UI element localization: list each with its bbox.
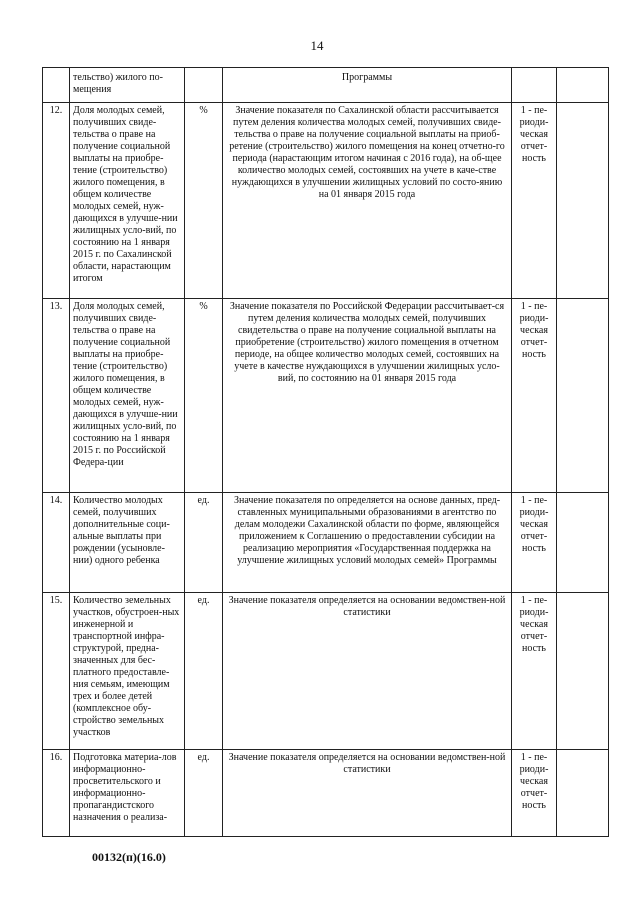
periodicity: [512, 299, 557, 493]
unit: %: [185, 299, 223, 493]
row-number: 16.: [43, 750, 70, 837]
cell-empty: [557, 68, 609, 103]
cell-num: [43, 68, 70, 103]
periodicity-line: ческая: [520, 129, 548, 140]
calculation-method: Значение показателя по определяется на основе данных, пред-ставленных муниципальными образованиями в агентство по делам молодежи Сахалинской области по форме, являющейся приложением к Соглашению о предоставлении субсидии на реализацию мероприятия «Государственная поддержка на улучшение жилищных условий молодых семей» Программы: [223, 493, 512, 593]
indicator-name: Доля молодых семей, получивших свиде-тельства о праве на получение социальной выплаты на приобре-тение (строительство) жилого помещения, в общем количестве молодых семей, нуж-дающихся в улучше-нии жилищных усло-вий, по состоянию на 1 января 2015 г. по Российской Федера-ции: [70, 299, 185, 493]
calculation-method: Значение показателя определяется на основании ведомствен-ной статистики: [223, 593, 512, 750]
periodicity-line: отчет-: [520, 141, 548, 152]
row-number: 12.: [43, 103, 70, 299]
periodicity-line: отчет-: [520, 788, 548, 799]
periodicity-line: 1 - пе-: [520, 301, 548, 312]
calculation-method: Значение показателя по Сахалинской области рассчитывается путем деления количества молодых семей, получивших свиде-тельства о праве на получение социальной выплаты на приоб-ретение (строительство) жилого помещения на конец отчетно-го периода (нарастающим итогом начиная с 2016 года), на об-щее количество молодых семей, состоявших на учете в каче-стве нуждающихся в улучшении жилищных условий по состо-янию на 01 января 2015 года: [223, 103, 512, 299]
periodicity-line: ческая: [520, 519, 548, 530]
cell-empty: [557, 493, 609, 593]
periodicity-line: ческая: [520, 325, 548, 336]
periodicity-line: риоди-: [519, 507, 549, 518]
table-row-continuation: [43, 68, 609, 103]
row-number: 15.: [43, 593, 70, 750]
unit: ед.: [185, 750, 223, 837]
periodicity-line: риоди-: [519, 117, 549, 128]
periodicity: [512, 750, 557, 837]
table-row: [43, 593, 609, 750]
document-code: 00132(п)(16.0): [92, 850, 166, 864]
row-number: 14.: [43, 493, 70, 593]
unit: ед.: [185, 593, 223, 750]
periodicity-line: отчет-: [520, 531, 548, 542]
cell-unit: [185, 68, 223, 103]
periodicity-line: отчет-: [520, 337, 548, 348]
periodicity-line: ность: [522, 543, 546, 554]
cell-name: тельство) жилого по- мещения: [70, 68, 185, 103]
periodicity-line: ческая: [520, 776, 548, 787]
periodicity-line: риоди-: [519, 313, 549, 324]
row-number: 13.: [43, 299, 70, 493]
cell-empty: [557, 299, 609, 493]
periodicity: [512, 493, 557, 593]
periodicity-line: ность: [522, 153, 546, 164]
periodicity-line: 1 - пе-: [520, 595, 548, 606]
indicator-name: Количество земельных участков, обустроен-ных инженерной и транспортной инфра-структурой, предна-значенных для бес-платного предоставле-ния семьям, имеющим трех и более детей (комплексное обу-стройство земельных участков: [70, 593, 185, 750]
periodicity-line: ность: [522, 643, 546, 654]
periodicity-line: ность: [522, 800, 546, 811]
table-row: [43, 299, 609, 493]
periodicity-line: 1 - пе-: [520, 495, 548, 506]
periodicity-line: 1 - пе-: [520, 752, 548, 763]
cell-empty: [557, 593, 609, 750]
unit: ед.: [185, 493, 223, 593]
indicator-table: [42, 67, 609, 837]
table-row: [43, 103, 609, 299]
table-row: [43, 750, 609, 837]
page-number: 14: [310, 38, 324, 53]
indicator-name: Количество молодых семей, получивших дополнительные соци-альные выплаты при рождении (усыновле-нии) одного ребенка: [70, 493, 185, 593]
periodicity-line: ность: [522, 349, 546, 360]
cell-empty: [557, 750, 609, 837]
periodicity: [512, 103, 557, 299]
periodicity-line: 1 - пе-: [520, 105, 548, 116]
calculation-method: Значение показателя по Российской Федерации рассчитывает-ся путем деления количества молодых семей, получивших свидетельства о праве на получение социальной выплаты на приобретение (строительство) жилого помещения в отчетном периоде, на общее количество молодых семей, состоявших на учете в качестве нуждающихся в улучшении жилищных усло-вий, по состоянию на 01 января 2015 года: [223, 299, 512, 493]
periodicity: [512, 593, 557, 750]
periodicity-line: отчет-: [520, 631, 548, 642]
periodicity-line: риоди-: [519, 607, 549, 618]
cell-method: Программы: [223, 68, 512, 103]
cell-period: [512, 68, 557, 103]
table-row: [43, 493, 609, 593]
calculation-method: Значение показателя определяется на основании ведомствен-ной статистики: [223, 750, 512, 837]
indicator-name: Доля молодых семей, получивших свиде-тельства о праве на получение социальной выплаты на приобре-тение (строительство) жилого помещения, в общем количестве молодых семей, нуж-дающихся в улучше-нии жилищных усло-вий, по состоянию на 1 января 2015 г. по Сахалинской области, нарастающим итогом: [70, 103, 185, 299]
indicator-name: Подготовка материа-лов информационно-просветительского и информационно-пропагандистского назначения о реализа-: [70, 750, 185, 837]
periodicity-line: ческая: [520, 619, 548, 630]
periodicity-line: риоди-: [519, 764, 549, 775]
unit: %: [185, 103, 223, 299]
cell-empty: [557, 103, 609, 299]
